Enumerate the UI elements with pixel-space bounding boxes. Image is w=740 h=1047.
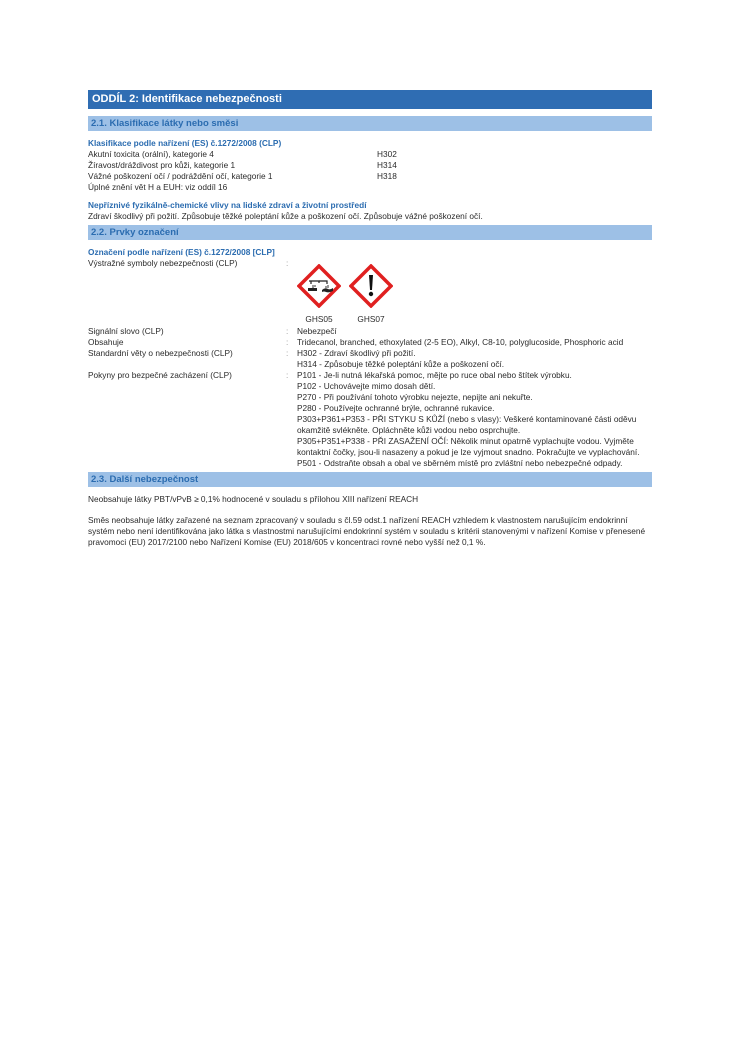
signal-word-row	[88, 326, 652, 337]
adverse-effects-title: Nepříznivé fyzikálně-chemické vlivy na lidské zdraví a životní prostředí	[88, 200, 367, 210]
full-text-note: Úplné znění vět H a EUH: viz oddíl 16	[88, 182, 228, 192]
precautionary-statement: P102 - Uchovávejte mimo dosah dětí.	[297, 381, 436, 391]
classification-row	[88, 171, 652, 182]
hazard-statement: H302 - Zdraví škodlivý při požití.	[297, 348, 416, 358]
label-elements-title: Označení podle nařízení (ES) č.1272/2008 [CLP]	[88, 247, 275, 257]
pictograms-label: Výstražné symboly nebezpečnosti (CLP)	[88, 258, 238, 268]
hazard-statement: H314 - Způsobuje těžké poleptání kůže a poškození očí.	[297, 359, 505, 369]
separator-colon: :	[286, 348, 289, 358]
hazard-code: H318	[377, 171, 397, 181]
pictogram-ghs07	[349, 264, 393, 324]
contains-value: Tridecanol, branched, ethoxylated (2-5 EO), Alkyl, C8-10, polyglucoside, Phosphoric acid	[297, 337, 624, 347]
precautionary-statements-label: Pokyny pro bezpečné zacházení (CLP)	[88, 370, 232, 380]
hazard-code: H302	[377, 149, 397, 159]
pictograms-row	[88, 258, 652, 324]
section-title-bar: ODDÍL 2: Identifikace nebezpečnosti	[88, 90, 652, 109]
subsection-2-3-bar: 2.3. Další nebezpečnost	[88, 472, 652, 487]
pictogram-code: GHS07	[357, 314, 385, 324]
signal-word-label: Signální slovo (CLP)	[88, 326, 164, 336]
hazard-statements-label: Standardní věty o nebezpečnosti (CLP)	[88, 348, 233, 358]
pictogram-list	[297, 264, 652, 324]
subsection-2-1-bar: 2.1. Klasifikace látky nebo směsi	[88, 116, 652, 131]
pbt-vpvb-text: Neobsahuje látky PBT/vPvB ≥ 0,1% hodnocené v souladu s přílohou XIII nařízení REACH	[88, 494, 419, 504]
classification-row	[88, 160, 652, 171]
precautionary-statements-row	[88, 370, 652, 469]
exclamation-pictogram-icon	[349, 264, 393, 308]
hazard-statements-row	[88, 348, 652, 370]
precautionary-statement: P101 - Je-li nutná lékařská pomoc, mějte po ruce obal nebo štítek výrobku.	[297, 370, 572, 380]
classification-list	[88, 149, 652, 193]
precautionary-statement: P303+P361+P353 - PŘI STYKU S KŮŽÍ (nebo s vlasy): Veškeré kontaminované části oděvu okamžitě svlékněte. Opláchněte kůži vodou nebo osprchujte.	[297, 414, 637, 435]
classification-label: Žíravost/dráždivost pro kůži, kategorie 1	[88, 160, 236, 170]
precautionary-statement: P305+P351+P338 - PŘI ZASAŽENÍ OČÍ: Několik minut opatrně vyplachujte vodou. Vyjměte kontaktní čočky, jsou-li nasazeny a pokud je lze vyjmout snadno. Pokračujte ve vyplachování.	[297, 436, 640, 457]
separator-colon: :	[286, 370, 289, 380]
classification-label: Akutní toxicita (orální), kategorie 4	[88, 149, 214, 159]
contains-label: Obsahuje	[88, 337, 124, 347]
subsection-2-2-bar: 2.2. Prvky označení	[88, 225, 652, 240]
separator-colon: :	[286, 326, 289, 336]
sds-section-2	[88, 90, 652, 548]
precautionary-statement: P280 - Používejte ochranné brýle, ochranné rukavice.	[297, 403, 495, 413]
clp-classification-title: Klasifikace podle nařízení (ES) č.1272/2008 (CLP)	[88, 138, 282, 148]
pictogram-ghs05	[297, 264, 341, 324]
separator-colon: :	[286, 258, 289, 268]
pictogram-code: GHS05	[305, 314, 333, 324]
classification-row	[88, 149, 652, 160]
precautionary-statement: P270 - Při používání tohoto výrobku nejezte, nepijte ani nekuřte.	[297, 392, 533, 402]
precautionary-statement: P501 - Odstraňte obsah a obal ve sběrném místě pro zvláštní nebo nebezpečné odpady.	[297, 458, 623, 468]
signal-word-value: Nebezpečí	[297, 326, 337, 336]
endocrine-disruptor-text: Směs neobsahuje látky zařazené na seznam zpracovaný v souladu s čl.59 odst.1 nařízení REACH vzhledem k vlastnostem narušujícím endokrinní systém nebo není identifikována jako látka s vlastnostmi narušujícími endokrinní systém v souladu s kritérii stanovenými v nařízení Komise v přenesené pravomoci (EU) 2017/2100 nebo Nařízení Komise (EU) 2018/605 v koncentraci rovné nebo vyšší než 0,1 %.	[88, 515, 646, 547]
classification-label: Vážné poškození očí / podráždění očí, kategorie 1	[88, 171, 273, 181]
corrosion-pictogram-icon	[297, 264, 341, 308]
hazard-code: H314	[377, 160, 397, 170]
separator-colon: :	[286, 337, 289, 347]
contains-row	[88, 337, 652, 348]
adverse-effects-text: Zdraví škodlivý při požití. Způsobuje těžké poleptání kůže a poškození očí. Způsobuje vážné poškození očí.	[88, 211, 483, 221]
